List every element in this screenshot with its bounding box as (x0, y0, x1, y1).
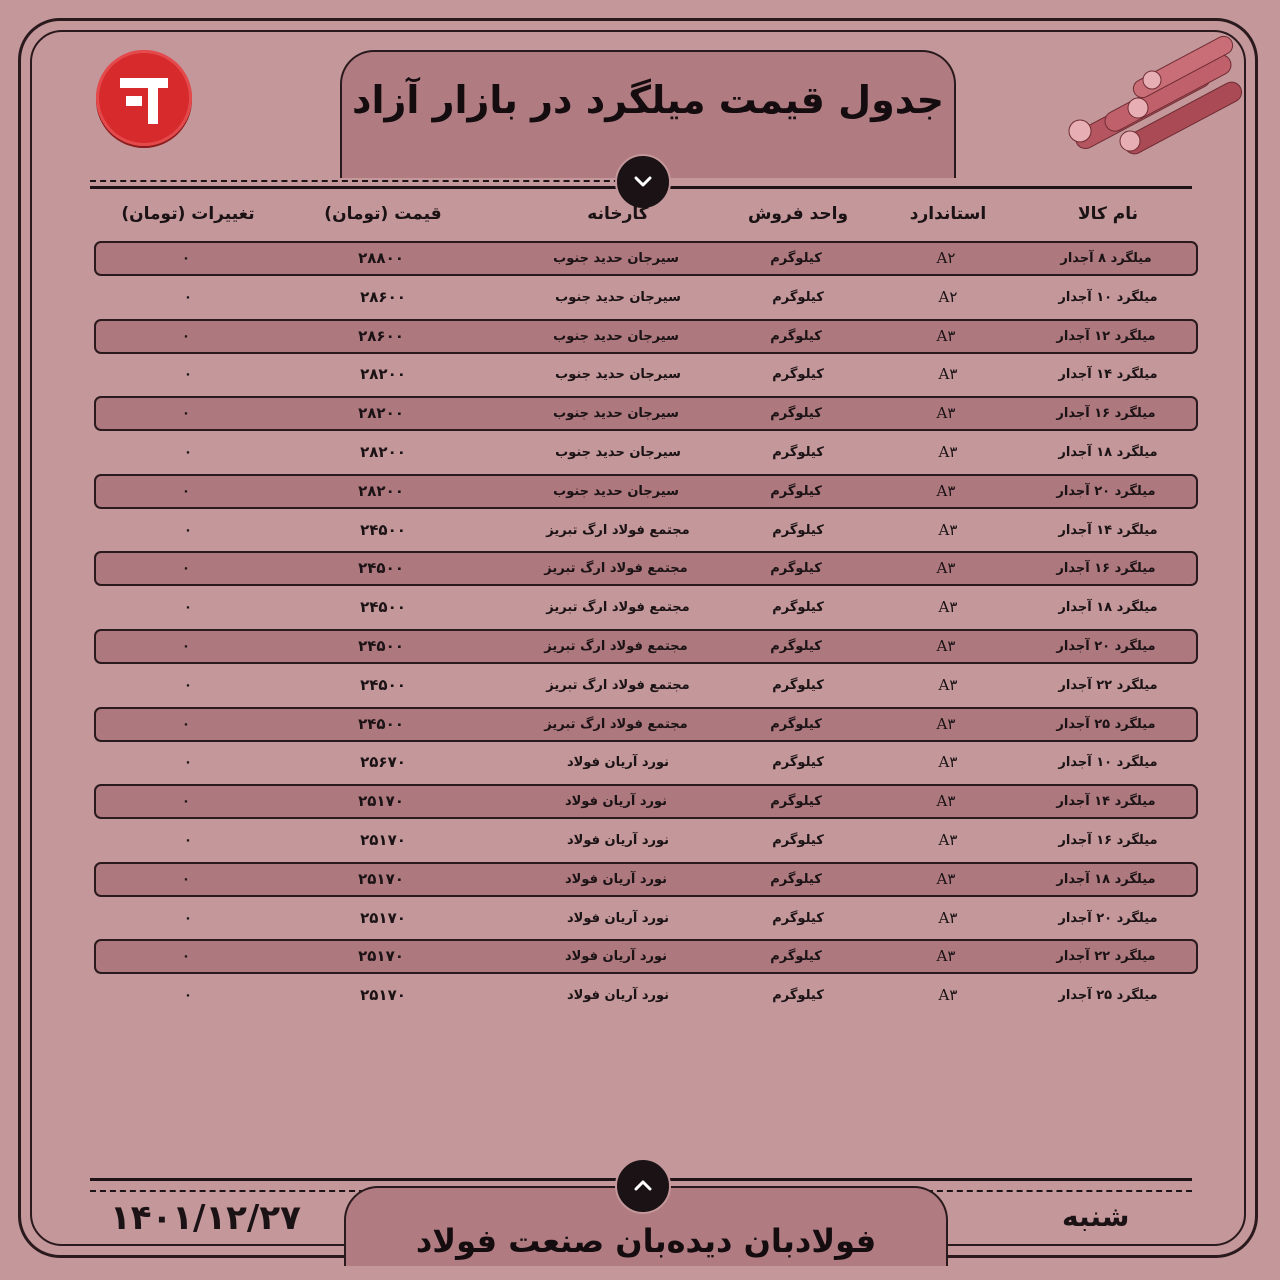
table-row (94, 435, 1198, 470)
table-row (94, 862, 1198, 897)
cell-standard: A۳ (936, 714, 956, 733)
cell-standard: A۲ (936, 249, 956, 267)
table-row (94, 241, 1198, 276)
cell-factory: نورد آریان فولاد (564, 949, 668, 965)
cell-change: ۰ (182, 561, 190, 577)
cell-unit: کیلوگرم (772, 600, 824, 616)
cell-change: ۰ (182, 871, 190, 887)
cell-change: ۰ (182, 251, 190, 266)
header-name: نام کالا (1077, 204, 1139, 224)
cell-change: ۰ (184, 988, 192, 1004)
cell-factory: مجتمع فولاد ارگ تبریز (544, 561, 688, 577)
cell-name: میلگرد ۸ آجدار (1060, 251, 1152, 266)
cell-factory: سیرجان حدید جنوب (553, 251, 679, 266)
cell-price: ۲۵۱۷۰ (358, 947, 404, 966)
cell-name: میلگرد ۲۲ آجدار (1058, 677, 1158, 693)
table-row (94, 513, 1198, 548)
table-row (94, 784, 1198, 819)
cell-factory: نورد آریان فولاد (566, 833, 670, 848)
cell-price: ۲۴۵۰۰ (358, 559, 404, 578)
expand-toggle[interactable] (615, 1158, 671, 1214)
cell-standard: A۳ (936, 559, 956, 578)
cell-standard: A۳ (936, 404, 956, 423)
cell-name: میلگرد ۱۶ آجدار (1056, 561, 1156, 577)
cell-unit: کیلوگرم (772, 755, 824, 771)
cell-unit: کیلوگرم (770, 328, 822, 344)
cell-factory: نورد آریان فولاد (564, 871, 668, 887)
top-dotted-divider (90, 180, 630, 182)
cell-change: ۰ (184, 833, 192, 848)
cell-name: میلگرد ۱۴ آجدار (1056, 794, 1156, 810)
cell-unit: کیلوگرم (772, 445, 824, 460)
table-row (94, 707, 1198, 742)
cell-name: میلگرد ۱۸ آجدار (1058, 600, 1158, 616)
cell-factory: نورد آریان فولاد (566, 755, 670, 771)
header-factory: کارخانه (587, 204, 649, 224)
cell-change: ۰ (182, 716, 190, 732)
cell-change: ۰ (184, 755, 192, 771)
table-row (94, 357, 1198, 392)
cell-standard: A۳ (938, 831, 958, 849)
header-change: تغییرات (تومان) (121, 204, 255, 224)
table-row (94, 745, 1198, 780)
cell-standard: A۳ (938, 753, 958, 772)
cell-change: ۰ (182, 406, 190, 422)
cell-name: میلگرد ۲۵ آجدار (1056, 716, 1156, 732)
cell-unit: کیلوگرم (770, 561, 822, 577)
cell-name: میلگرد ۱۸ آجدار (1058, 445, 1158, 460)
cell-unit: کیلوگرم (770, 251, 822, 266)
cell-price: ۲۴۵۰۰ (358, 637, 404, 655)
header-price: قیمت (تومان) (324, 204, 442, 224)
cell-change: ۰ (184, 600, 192, 616)
cell-factory: سیرجان حدید جنوب (555, 445, 681, 460)
table-row (94, 823, 1198, 858)
cell-unit: کیلوگرم (770, 639, 822, 654)
cell-unit: کیلوگرم (772, 677, 824, 693)
cell-standard: A۳ (938, 365, 958, 384)
cell-factory: سیرجان حدید جنوب (553, 406, 679, 422)
cell-unit: کیلوگرم (772, 988, 824, 1004)
cell-name: میلگرد ۱۲ آجدار (1056, 328, 1156, 344)
table-row (94, 939, 1198, 974)
cell-standard: A۳ (936, 792, 956, 811)
cell-name: میلگرد ۲۲ آجدار (1056, 949, 1156, 965)
cell-price: ۲۸۲۰۰ (360, 443, 406, 461)
table-row (94, 590, 1198, 625)
cell-change: ۰ (184, 289, 192, 305)
cell-standard: A۳ (938, 908, 958, 927)
cell-unit: کیلوگرم (770, 406, 822, 422)
cell-factory: مجتمع فولاد ارگ تبریز (546, 600, 690, 616)
cell-price: ۲۵۱۷۰ (358, 792, 404, 811)
cell-name: میلگرد ۱۶ آجدار (1056, 406, 1156, 422)
cell-unit: کیلوگرم (772, 367, 824, 383)
collapse-toggle[interactable] (615, 154, 671, 210)
cell-factory: مجتمع فولاد ارگ تبریز (544, 639, 688, 654)
cell-price: ۲۴۵۰۰ (360, 520, 406, 539)
cell-change: ۰ (184, 367, 192, 383)
cell-price: ۲۸۲۰۰ (358, 481, 404, 500)
page-title: جدول قیمت میلگرد در بازار آزاد (351, 78, 945, 122)
cell-price: ۲۸۶۰۰ (360, 287, 406, 306)
cell-change: ۰ (182, 328, 190, 344)
table-row (94, 319, 1198, 354)
rebar-bundle-icon (1058, 28, 1248, 158)
cell-unit: کیلوگرم (770, 871, 822, 887)
cell-name: میلگرد ۱۴ آجدار (1058, 367, 1158, 383)
cell-unit: کیلوگرم (770, 949, 822, 965)
date-label: ۱۴۰۱/۱۲/۲۷ (110, 1198, 301, 1238)
cell-change: ۰ (182, 483, 190, 499)
cell-standard: A۳ (938, 598, 958, 617)
header-unit: واحد فروش (747, 204, 849, 224)
cell-name: میلگرد ۱۸ آجدار (1056, 871, 1156, 887)
table-row (94, 474, 1198, 509)
cell-factory: مجتمع فولاد ارگ تبریز (546, 677, 690, 693)
cell-factory: مجتمع فولاد ارگ تبریز (544, 716, 688, 732)
cell-unit: کیلوگرم (770, 483, 822, 499)
cell-price: ۲۵۱۷۰ (360, 908, 406, 927)
table-header (96, 204, 1198, 238)
cell-name: میلگرد ۱۰ آجدار (1058, 289, 1158, 305)
cell-name: میلگرد ۲۰ آجدار (1058, 910, 1158, 926)
cell-change: ۰ (182, 639, 190, 654)
header-standard: استاندارد (909, 204, 987, 224)
cell-unit: کیلوگرم (772, 910, 824, 926)
cell-factory: مجتمع فولاد ارگ تبریز (546, 522, 690, 538)
cell-unit: کیلوگرم (770, 794, 822, 810)
cell-change: ۰ (184, 522, 192, 538)
table-row (94, 280, 1198, 315)
cell-price: ۲۵۶۷۰ (360, 753, 406, 772)
cell-unit: کیلوگرم (772, 833, 824, 848)
table-row (94, 668, 1198, 703)
cell-name: میلگرد ۱۴ آجدار (1058, 522, 1158, 538)
cell-price: ۲۴۵۰۰ (360, 675, 406, 694)
cell-name: میلگرد ۲۰ آجدار (1056, 483, 1156, 499)
cell-unit: کیلوگرم (772, 289, 824, 305)
chevron-down-icon (631, 170, 655, 194)
day-label: شنبه (1062, 1200, 1130, 1233)
cell-standard: A۳ (936, 947, 956, 966)
cell-standard: A۳ (936, 637, 956, 655)
table-row (94, 901, 1198, 936)
cell-price: ۲۵۱۷۰ (360, 831, 406, 849)
cell-price: ۲۵۱۷۰ (360, 986, 406, 1005)
cell-name: میلگرد ۲۵ آجدار (1058, 988, 1158, 1004)
cell-standard: A۳ (938, 443, 958, 461)
cell-change: ۰ (184, 677, 192, 693)
cell-price: ۲۸۲۰۰ (360, 365, 406, 384)
cell-factory: نورد آریان فولاد (566, 910, 670, 926)
cell-standard: A۳ (936, 481, 956, 500)
cell-factory: سیرجان حدید جنوب (555, 289, 681, 305)
cell-name: میلگرد ۱۶ آجدار (1058, 833, 1158, 848)
cell-factory: نورد آریان فولاد (566, 988, 670, 1004)
cell-factory: سیرجان حدید جنوب (553, 483, 679, 499)
cell-change: ۰ (184, 910, 192, 926)
table-row (94, 629, 1198, 664)
cell-name: میلگرد ۱۰ آجدار (1058, 755, 1158, 771)
cell-standard: A۳ (936, 326, 956, 345)
cell-standard: A۲ (938, 287, 958, 306)
cell-unit: کیلوگرم (772, 522, 824, 538)
cell-price: ۲۸۲۰۰ (358, 404, 404, 423)
table-row (94, 978, 1198, 1013)
cell-standard: A۳ (938, 675, 958, 694)
cell-factory: سیرجان حدید جنوب (553, 328, 679, 344)
fooladban-logo-icon (96, 50, 192, 146)
cell-change: ۰ (184, 445, 192, 460)
footer-brand: فولادبان دیده‌بان صنعت فولاد (415, 1222, 877, 1260)
cell-price: ۲۵۱۷۰ (358, 869, 404, 888)
cell-standard: A۳ (936, 869, 956, 888)
cell-price: ۲۸۸۰۰ (358, 249, 404, 267)
cell-change: ۰ (182, 949, 190, 965)
cell-factory: سیرجان حدید جنوب (555, 367, 681, 383)
cell-name: میلگرد ۲۰ آجدار (1056, 639, 1156, 654)
cell-change: ۰ (182, 794, 190, 810)
chevron-up-icon (631, 1174, 655, 1198)
cell-unit: کیلوگرم (770, 716, 822, 732)
table-row (94, 396, 1198, 431)
cell-standard: A۳ (938, 986, 958, 1005)
cell-factory: نورد آریان فولاد (564, 794, 668, 810)
cell-standard: A۳ (938, 520, 958, 539)
cell-price: ۲۸۶۰۰ (358, 326, 404, 345)
cell-price: ۲۴۵۰۰ (360, 598, 406, 617)
table-row (94, 551, 1198, 586)
cell-price: ۲۴۵۰۰ (358, 714, 404, 733)
